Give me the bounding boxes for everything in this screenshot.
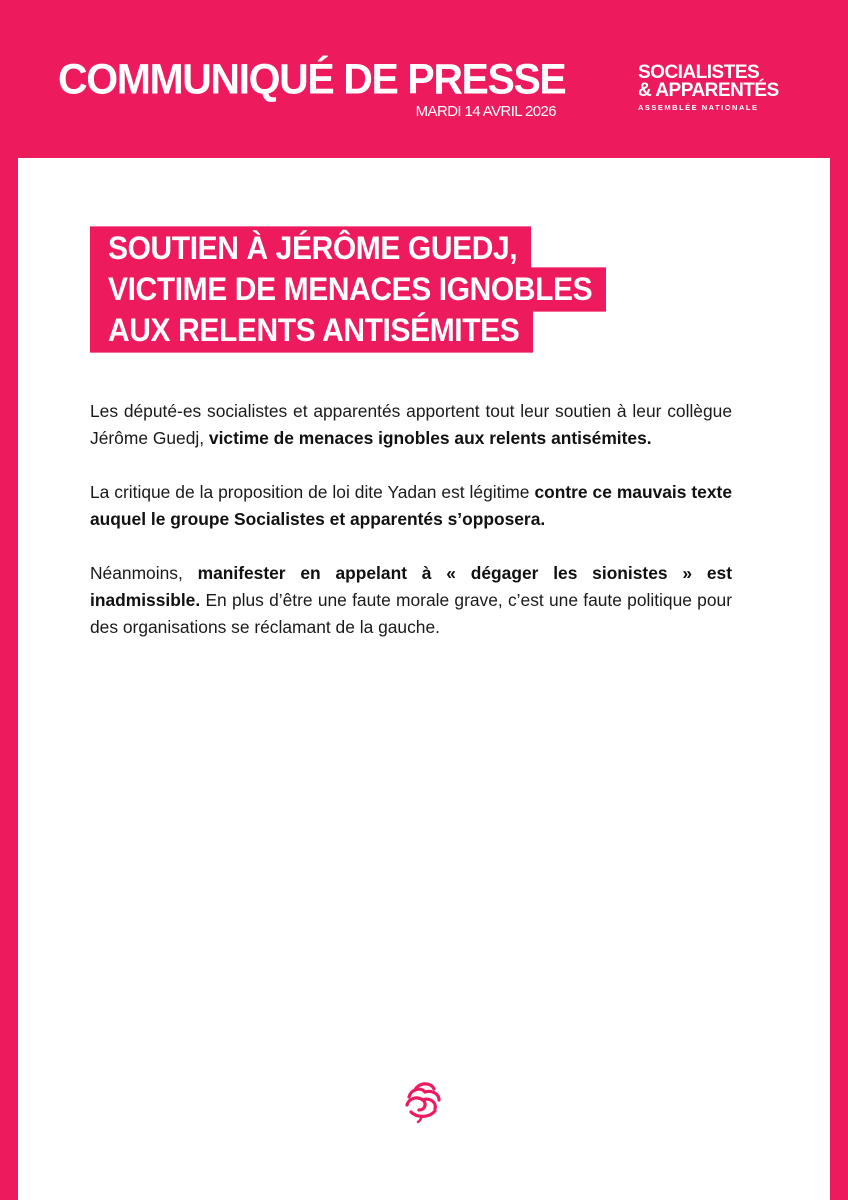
header-date: MARDI 14 AVRIL 2026 <box>415 103 556 120</box>
paragraph-3-text-after: En plus d’être une faute morale grave, c’est une faute politique pour des organisations se réclamant de la gauche. <box>90 590 732 637</box>
headline-line-2: VICTIME DE MENACES IGNOBLES <box>90 267 606 311</box>
paragraph-3-bold: manifester en appelant à « dégager les sionistes » est inadmissible. <box>90 563 732 610</box>
paragraph-2 <box>90 479 732 533</box>
press-release-page <box>18 158 830 1200</box>
header-title: COMMUNIQUÉ DE PRESSE <box>58 54 566 104</box>
headline-line-1: SOUTIEN À JÉRÔME GUEDJ, <box>90 226 531 270</box>
paragraph-2-text: La critique de la proposition de loi dite Yadan est légitime <box>90 482 530 502</box>
paragraph-3 <box>90 560 732 641</box>
logo-line-socialistes: SOCIALISTES <box>638 62 760 83</box>
party-logo <box>638 64 788 112</box>
headline <box>90 228 730 351</box>
paragraph-1-text: Les député-es socialistes et apparentés apportent tout leur soutien à leur collègue Jérôme Guedj, <box>90 401 732 448</box>
logo-line-assemblee: ASSEMBLÉE NATIONALE <box>638 103 759 112</box>
paragraph-1-bold: victime de menaces ignobles aux relents antisémites. <box>208 428 652 448</box>
paragraph-1 <box>90 398 732 452</box>
headline-line-3: AUX RELENTS ANTISÉMITES <box>90 308 533 352</box>
paragraph-2-bold: contre ce mauvais texte auquel le groupe Socialistes et apparentés s’opposera. <box>90 482 732 529</box>
body-text <box>90 398 732 668</box>
rose-icon <box>401 1078 447 1124</box>
logo-line-apparentes: & APPARENTÉS <box>638 80 779 101</box>
paragraph-3-text-before: Néanmoins, <box>90 563 183 583</box>
